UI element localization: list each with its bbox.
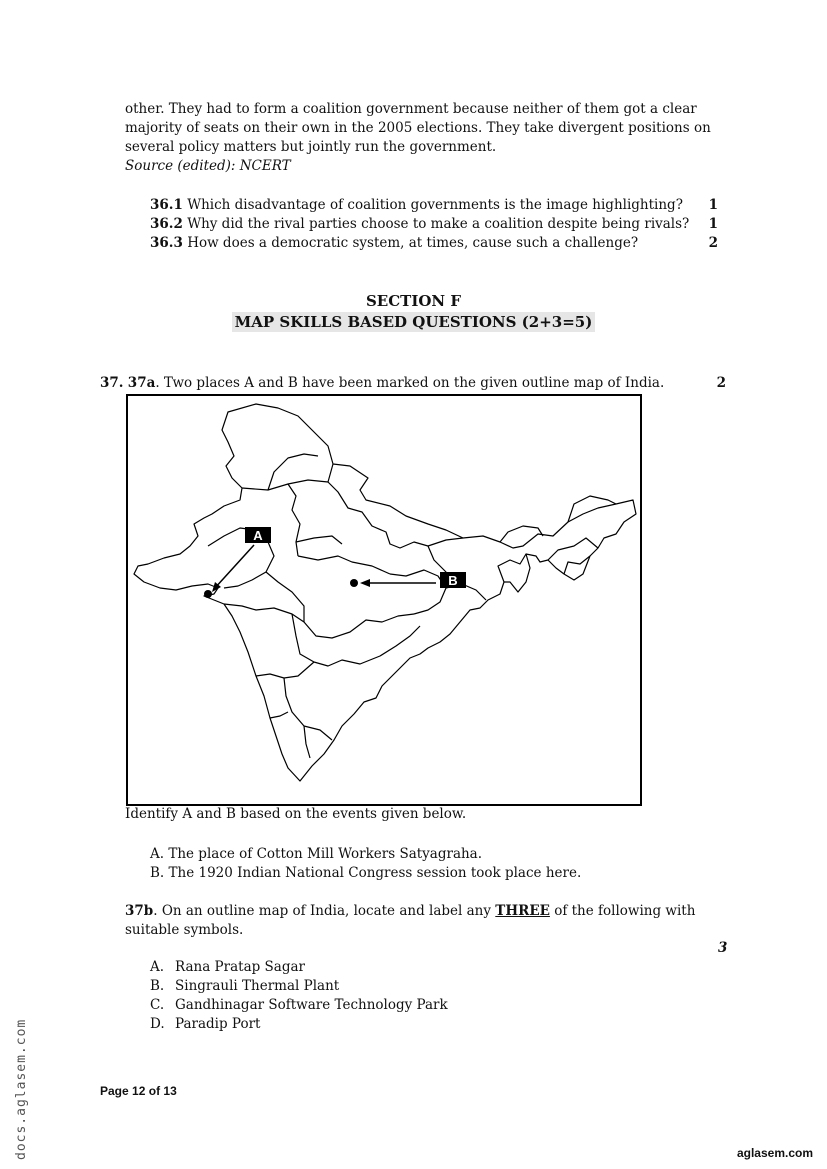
option-item [150, 977, 448, 996]
q37b-options [150, 958, 448, 1034]
option-letter: B. [150, 978, 165, 994]
question-text-after: of the following with [554, 903, 696, 919]
option-text: Paradip Port [175, 1016, 261, 1032]
option-item: B. The 1920 Indian National Congress session took place here. [150, 865, 582, 881]
state-border [390, 570, 446, 614]
option-letter: A. [150, 959, 165, 975]
passage-line: majority of seats on their own in the 2005 elections. They take divergent positions on [125, 120, 711, 136]
question-number: 37. [100, 375, 124, 391]
bottom-watermark: aglasem.com [736, 1146, 813, 1160]
state-border [288, 464, 333, 484]
question-text: How does a democratic system, at times, cause such a challenge? [187, 235, 639, 251]
india-map-svg [128, 396, 640, 804]
state-border [296, 536, 342, 544]
state-border [304, 726, 310, 758]
question-marks: 1 [708, 216, 718, 232]
page-number: 12 [132, 1084, 146, 1098]
page-footer [100, 1084, 177, 1098]
state-border [548, 538, 598, 560]
identify-instruction: Identify A and B based on the events given below. [125, 806, 467, 822]
option-letter: D. [150, 1016, 165, 1032]
section-subtitle-wrap [0, 312, 827, 332]
question-37b [125, 902, 715, 940]
q37b-line-1 [125, 902, 715, 921]
marker-b [350, 572, 466, 588]
section-subtitle: MAP SKILLS BASED QUESTIONS (2+3=5) [232, 312, 596, 332]
question-37a [100, 374, 730, 393]
passage-line: other. They had to form a coalition government because neither of them got a clear [125, 101, 697, 117]
state-border [270, 712, 288, 718]
question-number: 36.2 [150, 216, 183, 232]
sub-question-number: 37b [125, 903, 154, 919]
question-36-1 [150, 196, 720, 215]
page-label: Page [100, 1084, 129, 1098]
question-36-list [150, 196, 720, 253]
state-border [242, 484, 300, 556]
question-text: . On an outline map of India, locate and label any [153, 903, 491, 919]
question-marks: 2 [708, 235, 718, 251]
option-text: Singrauli Thermal Plant [175, 978, 340, 994]
of-label: of [148, 1084, 161, 1098]
q37a-options [150, 845, 581, 883]
question-text: Which disadvantage of coalition governments is the image highlighting? [187, 197, 683, 213]
question-emphasis: THREE [495, 903, 550, 919]
marker-a [204, 527, 271, 598]
section-title: SECTION F [365, 292, 462, 310]
state-border [500, 526, 543, 542]
state-border [314, 626, 420, 666]
marker-b-point [350, 579, 358, 587]
state-border [298, 556, 390, 574]
side-watermark: docs.aglasem.com [14, 1018, 29, 1160]
marker-a-arrow [214, 545, 254, 589]
q37b-line-2: suitable symbols. [125, 922, 244, 938]
question-marks: 3 [718, 940, 728, 956]
sub-question-number: 37a [127, 375, 156, 391]
option-item: A. The place of Cotton Mill Workers Satyagraha. [150, 846, 483, 862]
question-number: 36.3 [150, 235, 183, 251]
question-marks: 2 [716, 375, 726, 391]
passage-source: Source (edited): NCERT [125, 158, 291, 174]
option-text: Rana Pratap Sagar [175, 959, 305, 975]
page-total: 13 [163, 1084, 177, 1098]
question-marks: 1 [708, 197, 718, 213]
marker-b-arrowhead [360, 579, 370, 587]
option-text: Gandhinagar Software Technology Park [175, 997, 448, 1013]
question-text: Why did the rival parties choose to make a coalition despite being rivals? [187, 216, 690, 232]
passage-line: several policy matters but jointly run the government. [125, 139, 497, 155]
option-item [150, 1015, 448, 1034]
state-border [284, 678, 332, 740]
question-text: . Two places A and B have been marked on the given outline map of India. [155, 375, 665, 391]
state-border [224, 604, 414, 638]
india-outline-map [126, 394, 642, 806]
marker-b-label: B [448, 573, 458, 588]
question-36-3 [150, 234, 720, 253]
option-letter: C. [150, 997, 165, 1013]
state-border [266, 572, 304, 622]
option-item [150, 958, 448, 977]
marker-a-label: A [253, 528, 263, 543]
marker-a-point [204, 590, 212, 598]
question-36-2 [150, 215, 720, 234]
state-border [268, 454, 318, 490]
option-item [150, 996, 448, 1015]
question-number: 36.1 [150, 197, 183, 213]
state-border [256, 662, 314, 678]
state-border [504, 554, 530, 592]
state-border [328, 482, 463, 548]
passage [125, 100, 735, 176]
